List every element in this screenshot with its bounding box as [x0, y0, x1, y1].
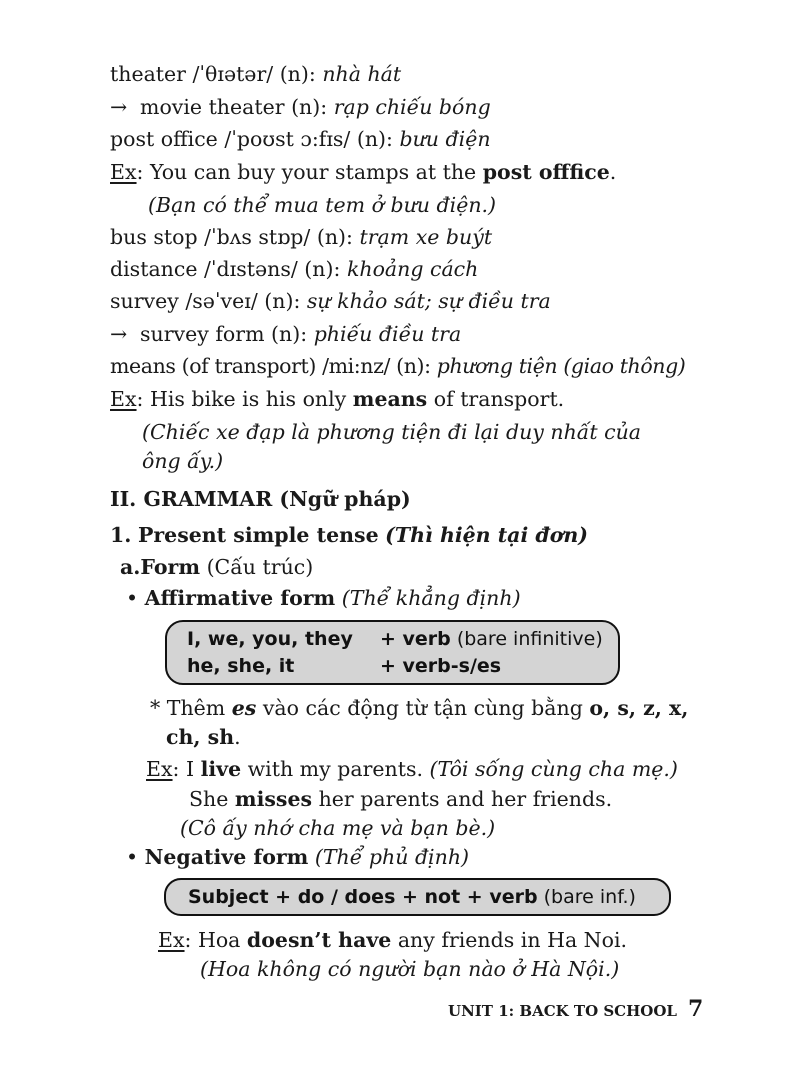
note-suffix: es: [231, 696, 257, 720]
negative-rule: Subject + do / does + not + verb: [188, 886, 538, 908]
verb-rule-singular: + verb-s/es: [380, 655, 502, 677]
tense-title: Present simple tense: [137, 523, 379, 547]
example-translation: (Chiếc xe đạp là phương tiện đi lại duy nhất của: [142, 420, 641, 444]
example-keyword: misses: [234, 787, 313, 811]
negative-form-box: [164, 878, 671, 916]
note-text-cont: vào các động từ tận cùng bằng: [256, 696, 590, 720]
vocab-word: means (of transport): [110, 354, 316, 378]
example-text: : I: [172, 757, 201, 781]
example-text-cont: any friends in Ha Noi.: [391, 928, 628, 952]
subject-singular: he, she, it: [187, 655, 295, 677]
example-text: She: [189, 787, 235, 811]
arrow-icon: →: [110, 95, 128, 119]
example-keyword: post offfice: [482, 160, 610, 184]
example-translation: (Tôi sống cùng cha mẹ.): [429, 757, 678, 781]
vocab-meaning: phương tiện (giao thông): [436, 354, 686, 378]
vocab-meaning: khoảng cách: [346, 257, 479, 281]
example-keyword: means: [352, 387, 428, 411]
example-translation: (Bạn có thể mua tem ở bưu điện.): [148, 193, 497, 217]
example-label: Ex: [110, 160, 137, 184]
spelling-note-cont: [166, 723, 241, 751]
vocab-pos: (n):: [279, 62, 316, 86]
vocab-entry-bus-stop: [110, 223, 492, 251]
example-text: : Hoa: [184, 928, 247, 952]
note-text: Thêm: [160, 696, 232, 720]
vocab-pos: (n):: [356, 127, 393, 151]
form-translation: (Cấu trúc): [206, 555, 314, 579]
example-text: : You can buy your stamps at the: [136, 160, 483, 184]
negative-note: (bare inf.): [537, 886, 636, 908]
example-text: : His bike is his only: [136, 387, 353, 411]
example-end: .: [609, 160, 617, 184]
tense-heading: [110, 521, 588, 549]
vocab-pos: (n):: [316, 225, 353, 249]
vocab-pos: (n):: [264, 289, 301, 313]
affirmative-heading: [126, 584, 521, 612]
vocab-ipa: /ˈdɪstəns/: [204, 257, 298, 281]
running-footer: UNIT 1: BACK TO SCHOOL: [448, 1002, 677, 1020]
vocab-word: post office: [110, 127, 218, 151]
subject-plural: I, we, you, they: [187, 628, 353, 650]
section-title: II. GRAMMAR (Ngữ pháp): [110, 487, 411, 511]
form-label: a.: [120, 555, 141, 579]
affirmative-translation: (Thể khẳng định): [341, 586, 521, 610]
vocab-ipa: /səˈveɪ/: [185, 289, 258, 313]
example-end: of transport.: [427, 387, 565, 411]
affirmative-title: Affirmative form: [144, 586, 336, 610]
example-keyword: live: [200, 757, 242, 781]
negative-title: Negative form: [144, 845, 309, 869]
verb-note: (bare infinitive): [450, 628, 603, 650]
bullet-icon: •: [126, 586, 139, 610]
note-end: .: [234, 725, 241, 749]
form-heading: [120, 553, 313, 581]
vocab-ipa: /mi:nz/: [322, 354, 391, 378]
example-misses: [189, 785, 612, 813]
vocab-pos: (n):: [304, 257, 341, 281]
vocab-entry-survey-form: [110, 320, 461, 348]
example-label: Ex: [158, 928, 185, 952]
bullet-icon: •: [126, 845, 139, 869]
example-label: Ex: [110, 387, 137, 411]
tense-number: 1.: [110, 523, 132, 547]
vocab-meaning: rạp chiếu bóng: [333, 95, 491, 119]
vocab-entry-theater: [110, 60, 401, 88]
example-keyword: doesn’t have: [246, 928, 392, 952]
example-translation-cont: ông ấy.): [142, 449, 224, 473]
vocab-word: survey form: [140, 322, 265, 346]
spelling-note: [150, 694, 688, 722]
vocab-word: bus stop: [110, 225, 198, 249]
vocab-pos: (n):: [291, 95, 328, 119]
affirmative-form-box: [165, 620, 620, 685]
vocab-meaning: bưu điện: [399, 127, 491, 151]
vocab-entry-post-office: [110, 125, 491, 153]
negative-heading: [126, 843, 469, 871]
negative-translation: (Thể phủ định): [314, 845, 470, 869]
vocab-entry-survey: [110, 287, 551, 315]
vocab-entry-distance: [110, 255, 478, 283]
page-number: 7: [688, 996, 704, 1022]
vocab-meaning: sự khảo sát; sự điều tra: [306, 289, 551, 313]
negative-form-rule: [188, 884, 636, 910]
vocab-meaning: trạm xe buýt: [359, 225, 493, 249]
vocab-ipa: /ˈpoʊst ɔ:fɪs/: [224, 127, 351, 151]
example-translation: (Cô ấy nhớ cha mẹ và bạn bè.): [180, 816, 496, 840]
vocab-word: distance: [110, 257, 198, 281]
example-live: [146, 755, 678, 783]
example-text-cont: her parents and her friends.: [312, 787, 613, 811]
verb-rule-plural: [380, 626, 603, 652]
vocab-pos: (n):: [396, 354, 431, 378]
vocab-word: theater: [110, 62, 186, 86]
vocab-ipa: /ˈθɪətər/: [192, 62, 274, 86]
tense-translation: (Thì hiện tại đơn): [385, 523, 589, 547]
example-text-cont: with my parents.: [241, 757, 430, 781]
example-doesnt-have: [158, 926, 627, 954]
form-title: Form: [140, 555, 201, 579]
note-letters: o, s, z, x,: [589, 696, 689, 720]
vocab-ipa: /ˈbʌs stɒp/: [204, 225, 311, 249]
note-letters: ch, sh: [166, 725, 235, 749]
example-post-office: [110, 158, 616, 186]
example-label: Ex: [146, 757, 173, 781]
asterisk-icon: *: [150, 696, 161, 720]
example-means: [110, 385, 564, 413]
vocab-word: survey: [110, 289, 179, 313]
vocab-pos: (n):: [271, 322, 308, 346]
example-translation: (Hoa không có người bạn nào ở Hà Nội.): [200, 957, 620, 981]
vocab-word: movie theater: [140, 95, 285, 119]
verb-rule: + verb: [380, 628, 451, 650]
vocab-meaning: phiếu điều tra: [313, 322, 462, 346]
vocab-entry-movie-theater: [110, 93, 491, 121]
arrow-icon: →: [110, 322, 128, 346]
vocab-meaning: nhà hát: [322, 62, 402, 86]
vocab-entry-means: [110, 352, 685, 380]
